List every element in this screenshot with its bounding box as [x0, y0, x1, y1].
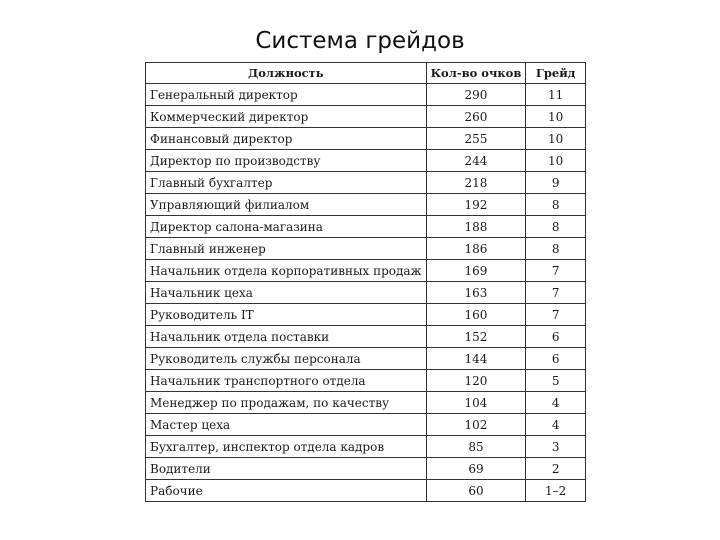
- cell-grade: 9: [526, 172, 586, 194]
- cell-position: Начальник цеха: [146, 282, 427, 304]
- cell-grade: 6: [526, 326, 586, 348]
- cell-points: 85: [426, 436, 526, 458]
- cell-grade: 8: [526, 238, 586, 260]
- cell-position: Бухгалтер, инспектор отдела кадров: [146, 436, 427, 458]
- table-row: [146, 282, 586, 304]
- cell-grade: 10: [526, 150, 586, 172]
- cell-position: Начальник отдела поставки: [146, 326, 427, 348]
- table-row: [146, 458, 586, 480]
- cell-grade: 8: [526, 194, 586, 216]
- table-row: [146, 326, 586, 348]
- cell-position: Руководитель службы персонала: [146, 348, 427, 370]
- grade-table: [145, 62, 586, 502]
- table-header-row: [146, 63, 586, 84]
- table-row: [146, 128, 586, 150]
- cell-position: Коммерческий директор: [146, 106, 427, 128]
- cell-grade: 1–2: [526, 480, 586, 502]
- cell-position: Генеральный директор: [146, 84, 427, 106]
- cell-position: Главный бухгалтер: [146, 172, 427, 194]
- cell-position: Финансовый директор: [146, 128, 427, 150]
- cell-grade: 4: [526, 414, 586, 436]
- cell-grade: 10: [526, 106, 586, 128]
- cell-points: 218: [426, 172, 526, 194]
- cell-grade: 11: [526, 84, 586, 106]
- cell-points: 160: [426, 304, 526, 326]
- header-position: Должность: [146, 63, 427, 84]
- table-row: [146, 106, 586, 128]
- cell-position: Директор по производству: [146, 150, 427, 172]
- table-row: [146, 216, 586, 238]
- cell-points: 144: [426, 348, 526, 370]
- cell-points: 104: [426, 392, 526, 414]
- cell-position: Рабочие: [146, 480, 427, 502]
- cell-grade: 8: [526, 216, 586, 238]
- table-row: [146, 480, 586, 502]
- cell-points: 60: [426, 480, 526, 502]
- header-points: Кол-во очков: [426, 63, 526, 84]
- cell-position: Главный инженер: [146, 238, 427, 260]
- table-row: [146, 260, 586, 282]
- cell-points: 163: [426, 282, 526, 304]
- table-row: [146, 392, 586, 414]
- cell-grade: 5: [526, 370, 586, 392]
- cell-position: Менеджер по продажам, по качеству: [146, 392, 427, 414]
- cell-points: 192: [426, 194, 526, 216]
- table-row: [146, 414, 586, 436]
- cell-points: 69: [426, 458, 526, 480]
- table-row: [146, 150, 586, 172]
- page-title: Система грейдов: [255, 28, 465, 54]
- cell-points: 260: [426, 106, 526, 128]
- cell-grade: 2: [526, 458, 586, 480]
- table-row: [146, 370, 586, 392]
- cell-grade: 7: [526, 260, 586, 282]
- table-row: [146, 238, 586, 260]
- cell-position: Директор салона-магазина: [146, 216, 427, 238]
- cell-points: 120: [426, 370, 526, 392]
- cell-points: 169: [426, 260, 526, 282]
- table-body: [146, 84, 586, 502]
- cell-grade: 7: [526, 282, 586, 304]
- cell-points: 152: [426, 326, 526, 348]
- cell-position: Начальник транспортного отдела: [146, 370, 427, 392]
- cell-position: Мастер цеха: [146, 414, 427, 436]
- cell-position: Руководитель IT: [146, 304, 427, 326]
- table-row: [146, 84, 586, 106]
- header-grade: Грейд: [526, 63, 586, 84]
- cell-position: Водители: [146, 458, 427, 480]
- table-row: [146, 194, 586, 216]
- table-row: [146, 436, 586, 458]
- cell-grade: 10: [526, 128, 586, 150]
- cell-position: Управляющий филиалом: [146, 194, 427, 216]
- cell-grade: 6: [526, 348, 586, 370]
- cell-points: 186: [426, 238, 526, 260]
- cell-points: 102: [426, 414, 526, 436]
- cell-grade: 4: [526, 392, 586, 414]
- cell-points: 290: [426, 84, 526, 106]
- cell-grade: 7: [526, 304, 586, 326]
- table-row: [146, 172, 586, 194]
- cell-points: 255: [426, 128, 526, 150]
- cell-points: 188: [426, 216, 526, 238]
- cell-points: 244: [426, 150, 526, 172]
- table-row: [146, 304, 586, 326]
- table-row: [146, 348, 586, 370]
- cell-grade: 3: [526, 436, 586, 458]
- cell-position: Начальник отдела корпоративных продаж: [146, 260, 427, 282]
